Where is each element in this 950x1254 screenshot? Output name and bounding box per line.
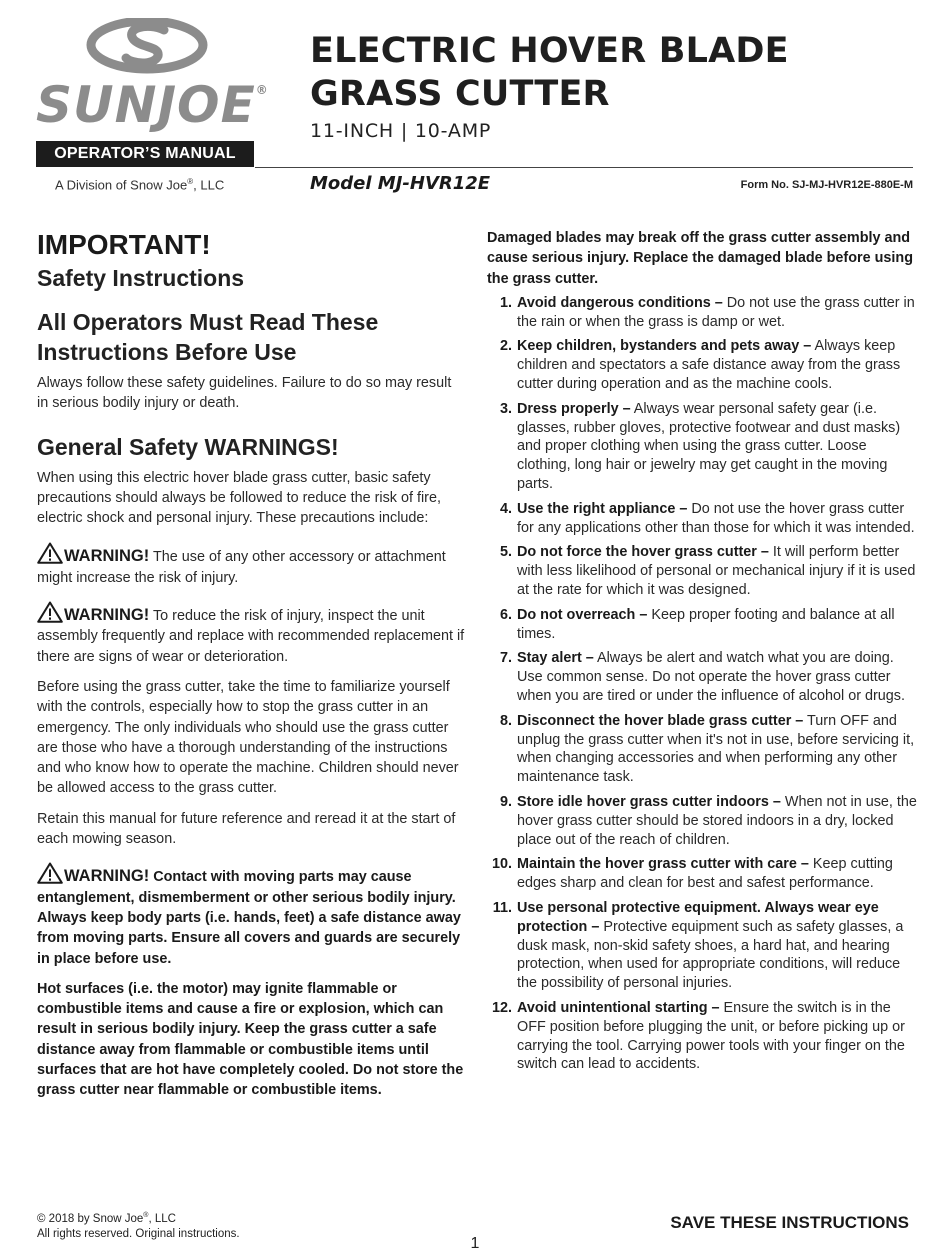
list-item-number: 2.	[499, 338, 512, 355]
list-item-lead: Keep children, bystanders and pets away –	[517, 338, 812, 355]
list-item-number: 1.	[499, 294, 512, 311]
list-item-lead: Use the right appliance –	[517, 500, 688, 517]
list-item-lead: Store idle hover grass cutter indoors –	[517, 794, 781, 811]
list-item-number: 9.	[499, 794, 512, 811]
list-item	[487, 400, 917, 494]
list-item-text: Always keep children and spectators a safe distance away from the grass cutter during operation and as the machine cools.	[517, 338, 901, 393]
list-item-text: Keep cutting edges sharp and clean for best and safest performance.	[517, 856, 893, 892]
list-item	[487, 606, 917, 644]
brand-logo	[36, 18, 269, 134]
swirl-logo-icon	[36, 18, 258, 80]
list-item-text: Keep proper footing and balance at all times.	[517, 606, 895, 642]
title-line-1: ELECTRIC HOVER BLADE	[310, 31, 789, 71]
form-number: Form No. SJ-MJ-HVR12E-880E-M	[740, 179, 913, 191]
list-item	[487, 500, 917, 538]
list-item	[487, 649, 917, 705]
title-line-2: GRASS CUTTER	[310, 74, 610, 114]
document-subtitle: 11-INCH | 10-AMP	[310, 120, 492, 142]
model-number: Model MJ-HVR12E	[310, 173, 491, 194]
page-number: 1	[470, 1235, 480, 1252]
list-item	[487, 793, 917, 849]
list-item-text: Do not use the grass cutter in the rain or when the grass is damp or wet.	[517, 294, 915, 330]
important-heading: IMPORTANT!	[37, 229, 211, 260]
logo-wordmark: SUNJOE®	[36, 76, 269, 134]
safety-list	[487, 294, 917, 1074]
list-item-text: Always wear personal safety gear (i.e. glasses, rubber gloves, protective footwear and dust masks) and proper clothing when using the grass cutter. Loose clothing, long hair or jewelry may get caught in the moving parts.	[517, 400, 901, 493]
safety-instructions-heading: Safety Instructions	[37, 265, 245, 291]
list-item-lead: Avoid dangerous conditions –	[517, 294, 723, 311]
save-instructions-footer: SAVE THESE INSTRUCTIONS	[670, 1213, 909, 1232]
list-item-number: 5.	[499, 544, 512, 561]
right-column	[487, 228, 917, 1080]
list-item-lead: Disconnect the hover blade grass cutter –	[517, 712, 804, 729]
list-item-text: It will perform better with less likelihood of personal or mechanical injury if it is used at the rate for which it was designed.	[517, 544, 916, 599]
warning-label: WARNING!	[64, 606, 150, 625]
must-read-heading: All Operators Must Read These Instructions Before Use	[37, 309, 379, 365]
list-item-lead: Use personal protective equipment. Always wear eye protection –	[517, 900, 879, 935]
warning-triangle-icon	[37, 601, 63, 623]
general-intro-text: When using this electric hover blade grass cutter, basic safety precautions should always be followed to reduce the risk of fire, electric shock and personal injury. These precautions include:	[37, 469, 441, 527]
follow-guidelines-text: Always follow these safety guidelines. Failure to do so may result in serious bodily injury or death.	[37, 375, 452, 412]
general-safety-heading: General Safety WARNINGS!	[37, 433, 339, 460]
list-item-number: 12.	[491, 999, 512, 1016]
list-item-text: Always be alert and watch what you are doing. Use common sense. Do not operate the hover grass cutter when you are tired or under the influence of alcohol or drugs.	[517, 650, 905, 705]
warning-label: WARNING!	[64, 867, 150, 886]
warning-label: WARNING!	[64, 547, 150, 566]
warning-inspect: WARNING! To reduce the risk of injury, inspect the unit assembly frequently and replace with recommended replacement if there are signs of wear or deterioration.	[37, 601, 465, 667]
list-item-number: 11.	[492, 900, 512, 916]
list-item	[487, 855, 917, 893]
document-title	[310, 30, 930, 116]
list-item-lead: Do not overreach –	[517, 606, 648, 623]
list-item-text: Protective equipment such as safety glasses, a dusk mask, non-skid safety shoes, a hard hat, and hearing protection, when used for appropriate conditions, will reduce the possibility of personal injuries.	[517, 918, 904, 992]
warning-accessory: WARNING! The use of any other accessory or attachment might increase the risk of injury.	[37, 542, 465, 588]
operators-manual-badge: OPERATOR’S MANUAL	[36, 141, 254, 167]
left-column	[37, 228, 465, 1101]
warning-triangle-icon	[37, 862, 63, 884]
list-item	[487, 712, 917, 787]
retain-manual-text: Retain this manual for future reference and reread it at the start of each mowing season.	[37, 810, 456, 848]
list-item-text: When not in use, the hover grass cutter should be stored indoors in a dry, locked place out of the reach of children.	[517, 794, 917, 848]
damaged-blades-text: Damaged blades may break off the grass cutter assembly and cause serious injury. Replace the damaged blade before using the grass cutter.	[487, 230, 913, 287]
list-item-number: 6.	[499, 606, 512, 623]
division-note: A Division of Snow Joe®, LLC	[55, 177, 225, 193]
list-item-number: 3.	[499, 400, 512, 417]
list-item	[487, 294, 917, 332]
list-item-lead: Do not force the hover grass cutter –	[517, 544, 769, 561]
list-item-number: 8.	[499, 712, 512, 729]
list-item-text: Do not use the hover grass cutter for any applications other than those for which it was intended.	[517, 500, 915, 536]
list-item-text: Ensure the switch is in the OFF position before plugging the unit, or before picking up or carrying the tool. Carrying power tools with your finger on the switch can lead to accidents.	[517, 999, 905, 1073]
list-item-number: 7.	[499, 650, 512, 667]
list-item-lead: Stay alert –	[517, 650, 594, 667]
before-using-text: Before using the grass cutter, take the time to familiarize yourself with the controls, especially how to stop the grass cutter in an emergency. The only individuals who should use the grass cutter are those who have a thorough understanding of the instructions and who know how to operate the machine. Children should never be allowed access to the grass cutter.	[37, 678, 459, 797]
hot-surfaces-text: Hot surfaces (i.e. the motor) may ignite flammable or combustible items and cause a fire or explosion, which can result in serious bodily injury. Keep the grass cutter a safe distance away from flammable or combustible items until surfaces that are hot have completely cooled. Do not store the grass cutter near flammable or combustible items.	[37, 980, 464, 1099]
list-item-text: Turn OFF and unplug the grass cutter when it's not in use, before servicing it, when changing accessories and when performing any other maintenance task.	[517, 712, 915, 786]
warning-moving-parts: WARNING! Contact with moving parts may cause entanglement, dismemberment or other serious bodily injury. Always keep body parts (i.e. hands, feet) a safe distance away from moving parts. Ensure all covers and guards are securely in place before use.	[37, 862, 465, 968]
header-divider	[255, 167, 913, 168]
warning-triangle-icon	[37, 542, 63, 564]
list-item	[487, 337, 917, 393]
list-item	[487, 999, 917, 1074]
copyright: © 2018 by Snow Joe®, LLC All rights reserved. Original instructions.	[37, 1212, 240, 1240]
list-item-number: 10.	[491, 856, 512, 873]
list-item-lead: Dress properly –	[517, 400, 631, 417]
list-item	[487, 899, 917, 993]
list-item	[487, 543, 917, 599]
list-item-number: 4.	[499, 500, 512, 517]
list-item-lead: Maintain the hover grass cutter with care –	[517, 856, 809, 873]
list-item-lead: Avoid unintentional starting –	[517, 999, 720, 1016]
